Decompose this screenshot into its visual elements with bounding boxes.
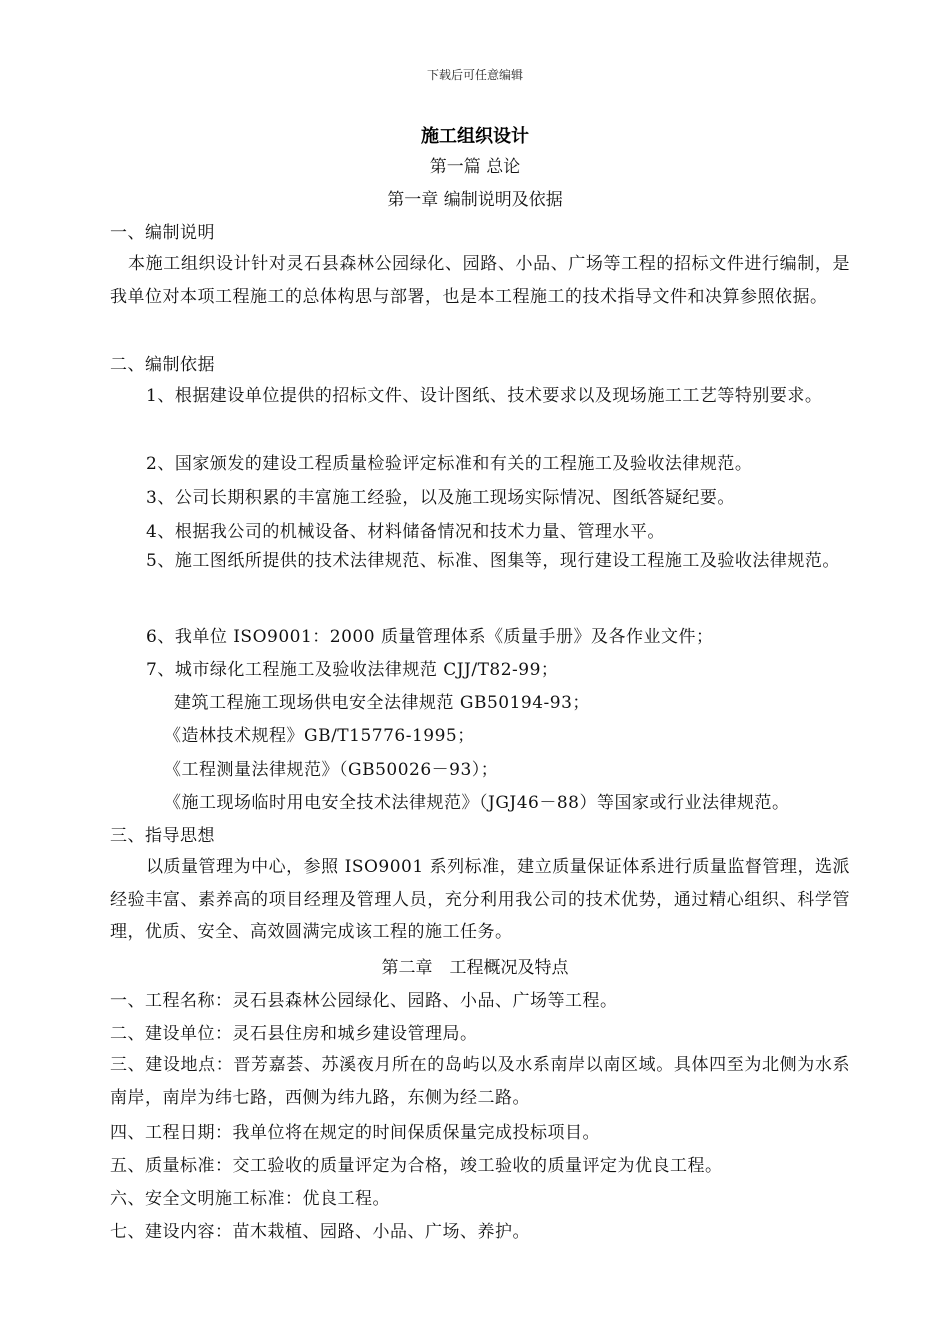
basis-item-2: 2、国家颁发的建设工程质量检验评定标准和有关的工程施工及验收法律规范。 (146, 454, 753, 474)
section-3-body: 以质量管理为中心，参照 ISO9001 系列标准，建立质量保证体系进行质量监督管理，选派经验丰富、素养高的项目经理及管理人员，充分利用我公司的技术优势，通过精心组织、科学管理，优质、安全、高效圆满完成该工程的施工任务。 (110, 857, 850, 942)
header-watermark: 下载后可任意编辑 (426, 68, 523, 82)
section-1-heading: 一、编制说明 (110, 223, 215, 243)
basis-item-1: 1、根据建设单位提供的招标文件、设计图纸、技术要求以及现场施工工艺等特别要求。 (146, 386, 823, 406)
part-heading: 第一篇 总论 (429, 157, 521, 177)
standard-item-4: 《施工现场临时用电安全技术法律规范》（JGJ46－88）等国家或行业法律规范。 (164, 793, 790, 813)
overview-item-7: 七、建设内容：苗木栽植、园路、小品、广场、养护。 (110, 1222, 530, 1242)
chapter-2-heading: 第二章 工程概况及特点 (381, 958, 569, 978)
basis-item-5: 5、施工图纸所提供的技术法律规范、标准、图集等，现行建设工程施工及验收法律规范。 (146, 551, 840, 571)
basis-item-6: 6、我单位 ISO9001：2000 质量管理体系《质量手册》及各作业文件； (146, 627, 714, 647)
overview-item-3: 三、建设地点：晋芳嘉荟、苏溪夜月所在的岛屿以及水系南岸以南区域。具体四至为北侧为水系南岸，南岸为纬七路，西侧为纬九路，东侧为经二路。 (110, 1055, 850, 1108)
section-3-heading: 三、指导思想 (110, 826, 215, 846)
overview-item-1: 一、工程名称：灵石县森林公园绿化、园路、小品、广场等工程。 (110, 991, 618, 1011)
overview-item-2: 二、建设单位：灵石县住房和城乡建设管理局。 (110, 1024, 478, 1044)
overview-item-4: 四、工程日期：我单位将在规定的时间保质保量完成投标项目。 (110, 1123, 600, 1143)
basis-item-3: 3、公司长期积累的丰富施工经验，以及施工现场实际情况、图纸答疑纪要。 (146, 488, 735, 508)
section-1-body: 本施工组织设计针对灵石县森林公园绿化、园路、小品、广场等工程的招标文件进行编制，是我单位对本项工程施工的总体构思与部署，也是本工程施工的技术指导文件和决算参照依据。 (110, 254, 850, 307)
standard-item-3: 《工程测量法律规范》（GB50026－93）； (164, 760, 499, 780)
basis-item-4: 4、根据我公司的机械设备、材料储备情况和技术力量、管理水平。 (146, 522, 665, 542)
section-2-heading: 二、编制依据 (110, 355, 215, 375)
overview-item-5: 五、质量标准：交工验收的质量评定为合格，竣工验收的质量评定为优良工程。 (110, 1156, 723, 1176)
document-title: 施工组织设计 (421, 126, 529, 147)
basis-item-7: 7、城市绿化工程施工及验收法律规范 CJJ/T82-99； (146, 660, 559, 680)
chapter-1-heading: 第一章 编制说明及依据 (387, 190, 563, 210)
overview-item-6: 六、安全文明施工标准：优良工程。 (110, 1189, 390, 1209)
standard-item-1: 建筑工程施工现场供电安全法律规范 GB50194-93； (174, 693, 590, 713)
standard-item-2: 《造林技术规程》GB/T15776-1995； (164, 726, 475, 746)
